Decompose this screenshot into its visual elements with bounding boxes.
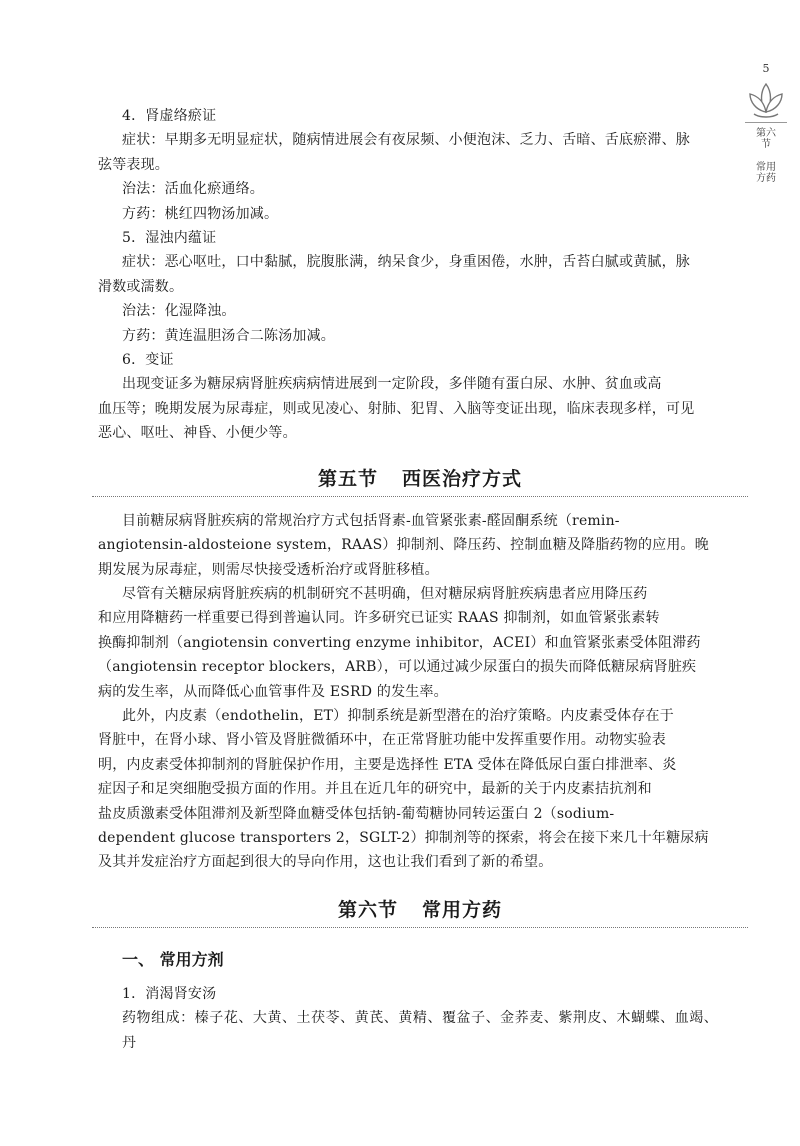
formula1-ingredients: 药物组成：榛子花、大黄、土茯苓、黄芪、黄精、覆盆子、金荞麦、紫荆皮、木蝴蝶、血竭、丹 (122, 1010, 718, 1051)
section6-name: 常用方药 (422, 898, 503, 921)
sec5-title: 5．湿浊内蕴证 (122, 230, 217, 247)
s5-p3-line1: 此外，内皮素（endothelin，ET）抑制系统是新型潜在的治疗策略。内皮素受体存在于 (122, 707, 674, 724)
section5-name: 西医治疗方式 (402, 467, 523, 490)
s5-p3-line3: 明，内皮素受体抑制剂的肾脏保护作用，主要是选择性 ETA 受体在降低尿白蛋白排泄率、炎 (98, 756, 677, 773)
side-tab-section: 第六节 (756, 128, 776, 150)
section5-heading (122, 462, 718, 496)
sec6-line1: 出现变证多为糖尿病肾脏疾病病情进展到一定阶段，多伴随有蛋白尿、水肿、贫血或高 (122, 376, 662, 393)
s5-p1-line1: 目前糖尿病肾脏疾病的常规治疗方式包括肾素-血管紧张素-醛固酮系统（remin- (122, 512, 620, 529)
page-number: 5 (762, 62, 770, 75)
s5-p2-line4: （angiotensin receptor blockers，ARB），可以通过减少尿蛋白的损失而降低糖尿病肾脏疾 (98, 659, 697, 676)
s5-p3-line5: 盐皮质激素受体阻滞剂及新型降血糖受体包括钠-葡萄糖协同转运蛋白 2（sodium- (98, 805, 615, 822)
s5-p3-line2: 肾脏中，在肾小球、肾小管及肾脏微循环中，在正常肾脏功能中发挥重要作用。动物实验表 (98, 732, 666, 749)
sec4-title: 4．肾虚络瘀证 (122, 108, 217, 124)
sec5-formula: 方药：黄连温胆汤合二陈汤加减。 (122, 327, 335, 344)
sec4-therapy: 治法：活血化瘀通络。 (122, 181, 264, 198)
s5-p2-line2: 和应用降糖药一样重要已得到普遍认同。许多研究已证实 RAAS 抑制剂，如血管紧张素转 (98, 610, 660, 627)
section5-number: 第五节 (317, 467, 378, 490)
s5-p1-line3: 期发展为尿毒症，则需尽快接受透析治疗或肾脏移植。 (98, 561, 439, 578)
sec4-formula: 方药：桃红四物汤加减。 (122, 205, 279, 222)
formula1-title: 1．消渴肾安汤 (122, 985, 217, 1002)
s5-p3-line4: 症因子和足突细胞受损方面的作用。并且在近几年的研究中，最新的关于内皮素拮抗剂和 (98, 781, 652, 798)
page-content (98, 104, 718, 1055)
sec6-line2: 血压等；晚期发展为尿毒症，则或见凌心、射肺、犯胃、入脑等变证出现，临床表现多样，可见 (98, 400, 695, 417)
sec5-symptom-line2: 滑数或濡数。 (98, 278, 184, 295)
sec5-symptom-line1: 症状：恶心呕吐，口中黏腻，脘腹胀满，纳呆食少，身重困倦，水肿，舌苔白腻或黄腻，脉 (122, 254, 690, 271)
sec6-title: 6．变证 (122, 352, 174, 369)
side-chapter-tab (756, 128, 776, 184)
s5-p2-line1: 尽管有关糖尿病肾脏疾病的机制研究不甚明确，但对糖尿病肾脏疾病患者应用降压药 (122, 585, 648, 602)
side-tab-title: 常用方药 (756, 162, 776, 184)
s5-p3-line7: 及其并发症治疗方面起到很大的导向作用，这也让我们看到了新的希望。 (98, 854, 553, 871)
sec4-symptom-line2: 弦等表现。 (98, 156, 169, 173)
sec4-symptom-line1: 症状：早期多无明显症状，随病情进展会有夜尿频、小便泡沫、乏力、舌暗、舌底瘀滞、脉 (122, 132, 690, 149)
s5-p3-line6: dependent glucose transporters 2，SGLT-2）抑制剂等的探索，将会在接下来几十年糖尿病 (98, 829, 709, 846)
section5-body (98, 509, 718, 875)
common-formulas-heading: 一、 常用方剂 (122, 949, 224, 969)
sec5-therapy: 治法：化湿降浊。 (122, 303, 236, 320)
s5-p2-line3: 换酶抑制剂（angiotensin converting enzyme inhibitor，ACEI）和血管紧张素受体阻滞药 (98, 634, 701, 651)
side-tab-rule (745, 122, 787, 123)
section6-heading (122, 893, 718, 927)
sec6-line3: 恶心、呕吐、神昏、小便少等。 (98, 425, 297, 442)
lotus-leaf-icon (746, 80, 786, 120)
section6-number: 第六节 (337, 898, 398, 921)
s5-p2-line5: 病的发生率，从而降低心血管事件及 ESRD 的发生率。 (98, 683, 448, 700)
s5-p1-line2: angiotensin-aldosteione system，RAAS）抑制剂、降压药、控制血糖及降脂药物的应用。晚 (98, 537, 709, 554)
